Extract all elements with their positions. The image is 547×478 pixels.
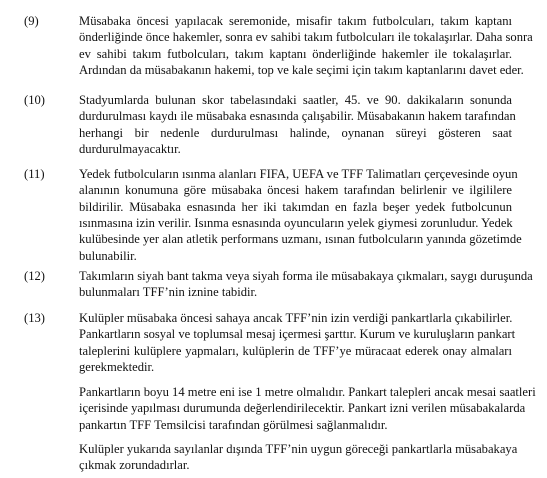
- paragraph-line: Ardından da müsabakanın hakemi, top ve kale seçimi için takım kaptanlarını davet eder.: [79, 62, 524, 77]
- article-number: (13): [24, 311, 45, 325]
- paragraph-line: önderliğinde önce hakemler, sonra ev sahibi takım futbolcuları ile tokalaşırlar. Daha sonra: [79, 30, 533, 45]
- paragraph-line: Pankartların sosyal ve toplumsal mesaj içermesi şarttır. Kurum ve kuruluşların pankart: [79, 327, 516, 342]
- paragraph-line: içerisinde yapılması durumunda değerlendirilecektir. Pankart izni verilen müsabakalarda: [79, 401, 526, 416]
- paragraph-line: Müsabaka öncesi yapılacak seremonide, misafir takım futbolcuları, takım kaptanı: [79, 14, 512, 28]
- paragraph-line: herhangi bir nedenle durdurulması halinde, oynanan süreyi gösteren saat: [79, 125, 512, 140]
- paragraph-line: durdurulması kaydı ile müsabaka esnasında çalışabilir. Müsabakanın hakem tarafından: [79, 109, 516, 124]
- paragraph-line: çıkmak zorundadırlar.: [79, 458, 190, 473]
- article-number: (10): [24, 93, 45, 107]
- paragraph-line: Kulüpler müsabaka öncesi sahaya ancak TFF’nin izin verdiği pankartlarla çıkabilirler.: [79, 311, 513, 325]
- article-number: (11): [24, 167, 45, 181]
- paragraph-line: gerekmektedir.: [79, 359, 155, 374]
- paragraph-line: alanının konumuna göre müsabaka öncesi hakem tarafından belirlenir ve ilgililere: [79, 183, 512, 198]
- paragraph-line: Takımların siyah bant takma veya siyah forma ile müsabakaya çıkmaları, saygı duruşunda: [79, 269, 533, 283]
- paragraph-line: kulübesinde yer alan atletik performans uzmanı, ısınan futbolcuların yanında gözetimde: [79, 232, 522, 247]
- paragraph-line: Pankartların boyu 14 metre eni ise 1 metre olmalıdır. Pankart talepleri ancak mesai saatleri: [79, 385, 536, 399]
- paragraph-line: bulunmaları TFF’nin iznine tabidir.: [79, 285, 258, 300]
- paragraph-line: bildirilir. Müsabaka esnasında her iki takımdan en fazla beşer yedek futbolcunun: [79, 199, 512, 214]
- paragraph-line: taleplerini kulüplere yapmaları, kulüplerin de TFF’ye müracaat ederek onay almaları: [79, 343, 512, 358]
- paragraph-line: Stadyumlarda bulunan skor tabelasındaki saatler, 45. ve 90. dakikaların sonunda: [79, 93, 512, 107]
- paragraph-line: ısınmasına izin verilir. Isınma esnasında oyuncuların yelek giymesi zorunludur. Yedek: [79, 215, 513, 230]
- paragraph-line: ev sahibi takım futbolcuları, takım kaptanı önderliğinde hakemler ile tokalaşırlar.: [79, 46, 512, 61]
- paragraph-line: bulunabilir.: [79, 248, 137, 263]
- paragraph-line: durdurulmayacaktır.: [79, 141, 181, 156]
- paragraph-line: pankartın TFF Temsilcisi tarafından görülmesi sağlanmalıdır.: [79, 417, 388, 432]
- paragraph-line: Yedek futbolcuların ısınma alanları FIFA, UEFA ve TFF Talimatları çerçevesinde oyun: [79, 167, 518, 181]
- article-number: (12): [24, 269, 45, 283]
- paragraph-line: Kulüpler yukarıda sayılanlar dışında TFF’nin uygun göreceği pankartlarla müsabakaya: [79, 442, 518, 456]
- article-number: (9): [24, 14, 39, 28]
